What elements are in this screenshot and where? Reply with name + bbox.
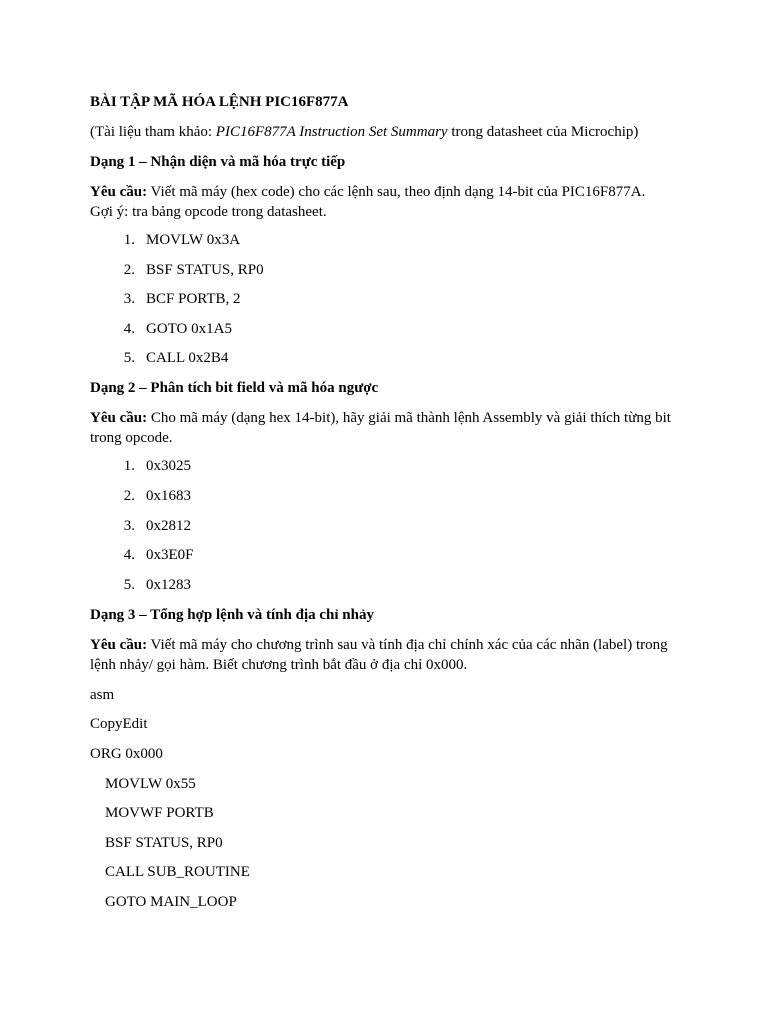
code-line: GOTO MAIN_LOOP xyxy=(105,893,237,910)
list-item xyxy=(90,575,690,595)
list-item-text: 0x2812 xyxy=(146,517,191,534)
section1-list xyxy=(90,230,690,368)
list-item xyxy=(90,260,690,280)
section2-list xyxy=(90,456,690,594)
list-item xyxy=(90,516,690,536)
code-line: ORG 0x000 xyxy=(90,745,163,762)
section3-requirement xyxy=(90,635,690,675)
section2-heading: Dạng 2 – Phân tích bit field và mã hóa ngược xyxy=(90,380,379,397)
section2-requirement xyxy=(90,408,690,448)
section3-req-label: Yêu cầu: xyxy=(90,636,148,653)
section1-heading: Dạng 1 – Nhận diện và mã hóa trực tiếp xyxy=(90,154,346,170)
list-item-text: BSF STATUS, RP0 xyxy=(146,261,264,278)
list-item-number: 1. xyxy=(123,232,135,248)
section3-heading: Dạng 3 – Tổng hợp lệnh và tính địa chỉ nhảy xyxy=(90,606,374,623)
copy-edit-label[interactable]: CopyEdit xyxy=(90,716,148,733)
list-item-text: 0x1683 xyxy=(146,487,191,504)
list-item xyxy=(90,545,690,565)
list-item-number: 2. xyxy=(123,261,135,278)
reference-line xyxy=(90,122,690,142)
list-item-number: 5. xyxy=(123,350,135,367)
list-item-text: MOVLW 0x3A xyxy=(146,232,241,248)
list-item xyxy=(90,319,690,339)
section1-requirement xyxy=(90,182,690,222)
section2-req-text: Cho mã máy (dạng hex 14-bit), hãy giải mã thành lệnh Assembly và giải thích từng bit trong opcode. xyxy=(90,410,671,447)
reference-prefix: (Tài liệu tham khảo: xyxy=(90,124,216,140)
code-line: MOVLW 0x55 xyxy=(105,775,196,792)
list-item-number: 1. xyxy=(123,458,135,475)
list-item xyxy=(90,348,690,368)
list-item-text: BCF PORTB, 2 xyxy=(146,291,241,308)
section1-req-label: Yêu cầu: xyxy=(90,184,148,200)
code-line: BSF STATUS, RP0 xyxy=(105,834,223,851)
list-item-number: 3. xyxy=(123,291,135,308)
list-item-number: 2. xyxy=(123,487,135,504)
reference-suffix: trong datasheet của Microchip) xyxy=(447,124,639,140)
section3-req-text: Viết mã máy cho chương trình sau và tính địa chỉ chính xác của các nhãn (label) trong lệnh nhảy/ gọi hàm. Biết chương trình bắt đầu ở địa chỉ 0x000. xyxy=(90,636,668,673)
section1-hint: Gợi ý: tra bảng opcode trong datasheet. xyxy=(90,204,327,220)
list-item-text: 0x3E0F xyxy=(146,547,194,564)
list-item-text: 0x3025 xyxy=(146,458,191,475)
list-item-number: 3. xyxy=(123,517,135,534)
list-item-text: CALL 0x2B4 xyxy=(146,350,229,367)
document-page xyxy=(90,92,690,922)
code-line: CALL SUB_ROUTINE xyxy=(105,864,250,881)
list-item-text: 0x1283 xyxy=(146,576,191,593)
list-item-number: 4. xyxy=(123,547,135,564)
code-line: MOVWF PORTB xyxy=(105,805,214,822)
list-item-number: 4. xyxy=(123,320,135,337)
section1-req-text: Viết mã máy (hex code) cho các lệnh sau, theo định dạng 14-bit của PIC16F877A. xyxy=(147,184,646,200)
list-item xyxy=(90,456,690,476)
list-item xyxy=(90,486,690,506)
list-item-number: 5. xyxy=(123,576,135,593)
document-title: BÀI TẬP MÃ HÓA LỆNH PIC16F877A xyxy=(90,94,349,110)
reference-italic: PIC16F877A Instruction Set Summary xyxy=(215,124,448,140)
list-item xyxy=(90,289,690,309)
code-language-label: asm xyxy=(90,686,115,703)
section2-req-label: Yêu cầu: xyxy=(90,410,148,427)
list-item xyxy=(90,230,690,250)
list-item-text: GOTO 0x1A5 xyxy=(146,320,232,337)
